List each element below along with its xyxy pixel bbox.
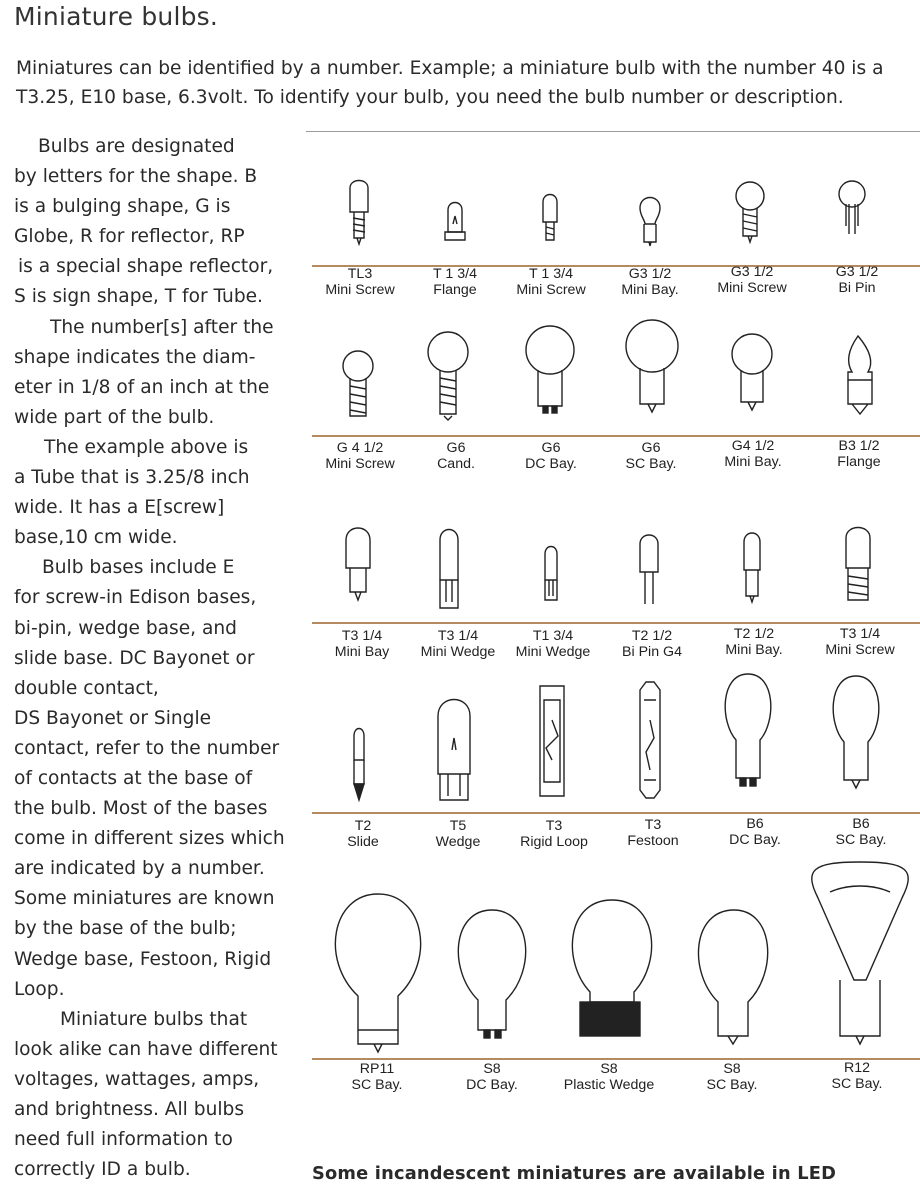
bulb-base: Cand. [437, 456, 475, 472]
bulb-type: G 4 1/2 [336, 440, 384, 456]
sc-bayonet-globe-bulb-icon [626, 320, 678, 412]
slide-base-bulb-icon [354, 729, 364, 801]
bulb-base: Mini Wedge [420, 644, 496, 660]
bulb-type: G3 1/2 [835, 264, 879, 280]
bulb-base: Mini Wedge [515, 644, 591, 660]
sc-bayonet-reflector-bulb-icon [812, 862, 908, 1044]
text-line: of contacts at the base of [14, 767, 253, 789]
bulb-type: G6 [446, 440, 466, 456]
bulb-base: SC Bay. [351, 1077, 403, 1093]
mini-bayonet-globe-bulb-icon [640, 198, 660, 247]
text-line: the bulb. Most of the bases [14, 798, 268, 820]
text-line: eter in 1/8 of an inch at the [14, 376, 270, 398]
text-line: The number[s] after the [50, 316, 274, 338]
bulb-type: B3 1/2 [838, 438, 880, 454]
bulb-base: Bi Pin [838, 280, 876, 296]
candelabra-globe-bulb-icon [428, 332, 468, 420]
text-line: is a special shape reflector, [18, 256, 274, 278]
bulb-type: T3 1/4 [437, 628, 479, 644]
bulb-type: T2 1/2 [733, 626, 775, 642]
mini-wedge-tube-bulb-icon [440, 530, 458, 609]
text-line: slide base. DC Bayonet or [14, 647, 255, 669]
dc-bayonet-globe-bulb-icon [526, 326, 574, 413]
bulb-base: Mini Bay [334, 644, 390, 660]
bulb-type: T3 [644, 817, 662, 833]
bulb-type: G6 [541, 440, 561, 456]
dc-bayonet-sign-bulb-icon [458, 910, 525, 1038]
bulb-type: G3 1/2 [730, 264, 774, 280]
bulb-base: Mini Screw [825, 642, 895, 658]
bulb-caption [794, 438, 920, 470]
text-line: is a bulging shape, G is [14, 196, 231, 218]
bulb-type: TL3 [347, 266, 373, 282]
text-line: DS Bayonet or Single [14, 707, 212, 729]
text-line: contact, refer to the number [14, 737, 280, 759]
bulb-base: Bi Pin G4 [622, 644, 682, 660]
bulb-base: DC Bay. [729, 832, 781, 848]
text-line: by letters for the shape. B [14, 166, 258, 188]
text-line: for screw-in Edison bases, [14, 587, 257, 609]
bulb-type: G6 [641, 440, 661, 456]
mini-bayonet-globe-bulb-icon [732, 334, 772, 410]
text-line: by the base of the bulb; [14, 918, 237, 940]
bulb-base: SC Bay. [835, 832, 887, 848]
text-line: and brightness. All bulbs [14, 1099, 245, 1120]
plastic-wedge-sign-bulb-icon [572, 900, 651, 1036]
bulb-base: Mini Screw [325, 456, 395, 472]
bulb-base: Slide [347, 834, 379, 850]
bulb-caption [796, 816, 920, 848]
mini-bayonet-tube-bulb-icon [346, 528, 370, 600]
bulb-type: R12 [843, 1060, 871, 1076]
bulb-base: Flange [433, 282, 477, 298]
text-line: Wedge base, Festoon, Rigid [14, 948, 272, 970]
led-availability-note: Some incandescent miniatures are available in LED [312, 1163, 837, 1184]
mini-screw-tube-bulb-icon [350, 181, 368, 245]
text-line: a Tube that is 3.25/8 inch [14, 467, 250, 489]
section-divider [306, 131, 920, 132]
bulb-caption [544, 1061, 674, 1093]
bulb-type: S8 [483, 1061, 501, 1077]
bulb-base: DC Bay. [525, 456, 577, 472]
text-line: wide. It has a E[screw] [14, 497, 225, 519]
dc-bayonet-bulging-bulb-icon [725, 674, 771, 786]
text-line: correctly ID a bulb. [14, 1159, 191, 1181]
bulb-type: T3 1/4 [341, 628, 383, 644]
wedge-tube-bulb-icon [438, 700, 470, 801]
mini-bayonet-tube-bulb-icon [744, 533, 760, 602]
bi-pin-globe-bulb-icon [839, 181, 865, 234]
bulb-base: Rigid Loop [520, 834, 588, 850]
sc-bayonet-sign-bulb-icon [698, 910, 767, 1044]
bulb-type: T 1 3/4 [529, 266, 573, 282]
text-line: look alike can have different [14, 1038, 278, 1060]
bulb-caption [427, 1061, 557, 1093]
bulb-base: Festoon [627, 833, 679, 849]
bulb-base: SC Bay. [625, 456, 677, 472]
text-line: are indicated by a number. [14, 858, 265, 880]
bulb-base: DC Bay. [466, 1077, 518, 1093]
text-line: voltages, wattages, amps, [14, 1068, 260, 1090]
bulb-type: T 1 3/4 [433, 266, 477, 282]
bulb-type: B6 [852, 816, 870, 832]
bulb-type: T2 1/2 [631, 628, 673, 644]
bulb-base: SC Bay. [831, 1076, 883, 1092]
rigid-loop-bulb-icon [540, 686, 564, 796]
bulb-base: SC Bay. [706, 1077, 758, 1093]
text-line: come in different sizes which [14, 828, 285, 850]
bulb-base: Mini Screw [717, 280, 787, 296]
sc-bayonet-bulging-bulb-icon [833, 676, 879, 788]
text-line: The example above is [44, 436, 249, 458]
bulb-caption [792, 1060, 920, 1092]
bulb-type: B6 [746, 816, 764, 832]
bulb-type: RP11 [359, 1061, 395, 1077]
bulb-type: T5 [449, 818, 467, 834]
bulb-caption [795, 626, 920, 658]
bulb-type: G3 1/2 [628, 266, 672, 282]
bulb-type: T2 [354, 818, 372, 834]
bulb-type: S8 [600, 1061, 618, 1077]
festoon-bulb-icon [640, 682, 660, 798]
text-line: wide part of the bulb. [14, 406, 215, 428]
bulb-type: T3 1/4 [839, 626, 881, 642]
flange-tube-bulb-icon [445, 203, 465, 241]
bulb-base: Mini Bay. [725, 642, 783, 658]
flange-bulging-bulb-icon [848, 336, 872, 414]
intro-paragraph: Miniatures can be identified by a number. Example; a miniature bulb with the number 40 is a T3.25, E10 base, 6.3volt. To identify your bulb, you need the bulb number or description. [16, 58, 884, 108]
bulb-base: Mini Bay. [724, 454, 782, 470]
text-line: Bulbs are designated [38, 136, 235, 157]
text-line: Miniature bulbs that [60, 1008, 248, 1030]
mini-screw-globe-bulb-icon [343, 351, 373, 416]
bulb-base: Mini Screw [325, 282, 395, 298]
mini-screw-tube-bulb-icon [846, 528, 870, 601]
bulb-base: Wedge [435, 834, 481, 850]
bulb-base: Mini Screw [516, 282, 586, 298]
text-line: bi-pin, wedge base, and [14, 617, 237, 639]
text-line: base,10 cm wide. [14, 527, 178, 549]
bulb-type: S8 [723, 1061, 741, 1077]
bulb-type: T1 3/4 [532, 628, 574, 644]
sc-bayonet-rp-bulb-icon [335, 894, 420, 1052]
bulb-base: Mini Bay. [621, 282, 679, 298]
bi-pin-tube-bulb-icon [640, 535, 658, 604]
text-line: shape indicates the diam- [14, 346, 256, 368]
bulb-caption [792, 264, 920, 296]
text-line: Bulb bases include E [42, 557, 235, 579]
mini-wedge-tube-bulb-icon [545, 547, 557, 601]
bulb-designation-text [14, 132, 304, 1185]
mini-screw-globe-bulb-icon [736, 182, 764, 242]
bulb-base: Flange [837, 454, 881, 470]
mini-screw-tube-bulb-icon [543, 195, 557, 241]
text-line: need full information to [14, 1129, 233, 1151]
text-line: Loop. [14, 978, 65, 1000]
page-title: Miniature bulbs. [14, 2, 219, 31]
bulb-caption [312, 1061, 442, 1093]
bulb-base: Plastic Wedge [563, 1077, 655, 1093]
text-line: Some miniatures are known [14, 888, 275, 910]
bulb-type: G4 1/2 [731, 438, 775, 454]
text-line: Globe, R for reflector, RP [14, 226, 245, 248]
bulb-type: T3 [545, 818, 563, 834]
text-line: double contact, [14, 677, 159, 699]
bulb-caption [667, 1061, 797, 1093]
text-line: S is sign shape, T for Tube. [14, 286, 263, 308]
